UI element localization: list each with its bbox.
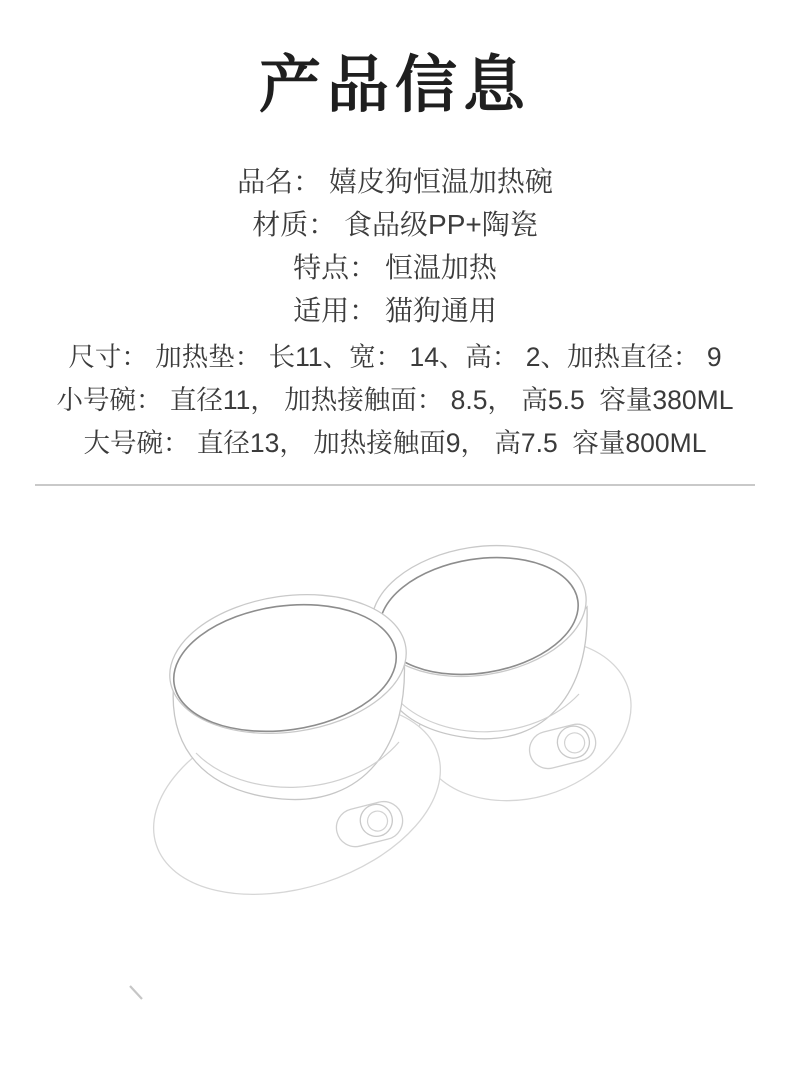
- dimension-line-large-bowl: 大号碗： 直径13， 加热接触面9， 高7.5 容量800ML: [83, 428, 707, 458]
- spec-line-suitable: 适用： 猫狗通用: [293, 295, 497, 326]
- section-divider: [35, 484, 755, 486]
- product-specs: [0, 160, 790, 332]
- product-dimensions: [0, 336, 790, 465]
- spec-line-feature: 特点： 恒温加热: [293, 252, 497, 283]
- dimension-line-pad: 尺寸： 加热垫： 长11、宽： 14、高： 2、加热直径： 9: [68, 342, 722, 372]
- spec-line-name: 品名： 嬉皮狗恒温加热碗: [237, 166, 553, 197]
- spec-line-material: 材质： 食品级PP+陶瓷: [252, 209, 538, 240]
- product-illustration: [0, 540, 790, 1010]
- stray-tick-mark: [130, 986, 142, 999]
- dimension-line-small-bowl: 小号碗： 直径11， 加热接触面： 8.5， 高5.5 容量380ML: [56, 385, 734, 415]
- page-title: 产品信息: [258, 51, 531, 120]
